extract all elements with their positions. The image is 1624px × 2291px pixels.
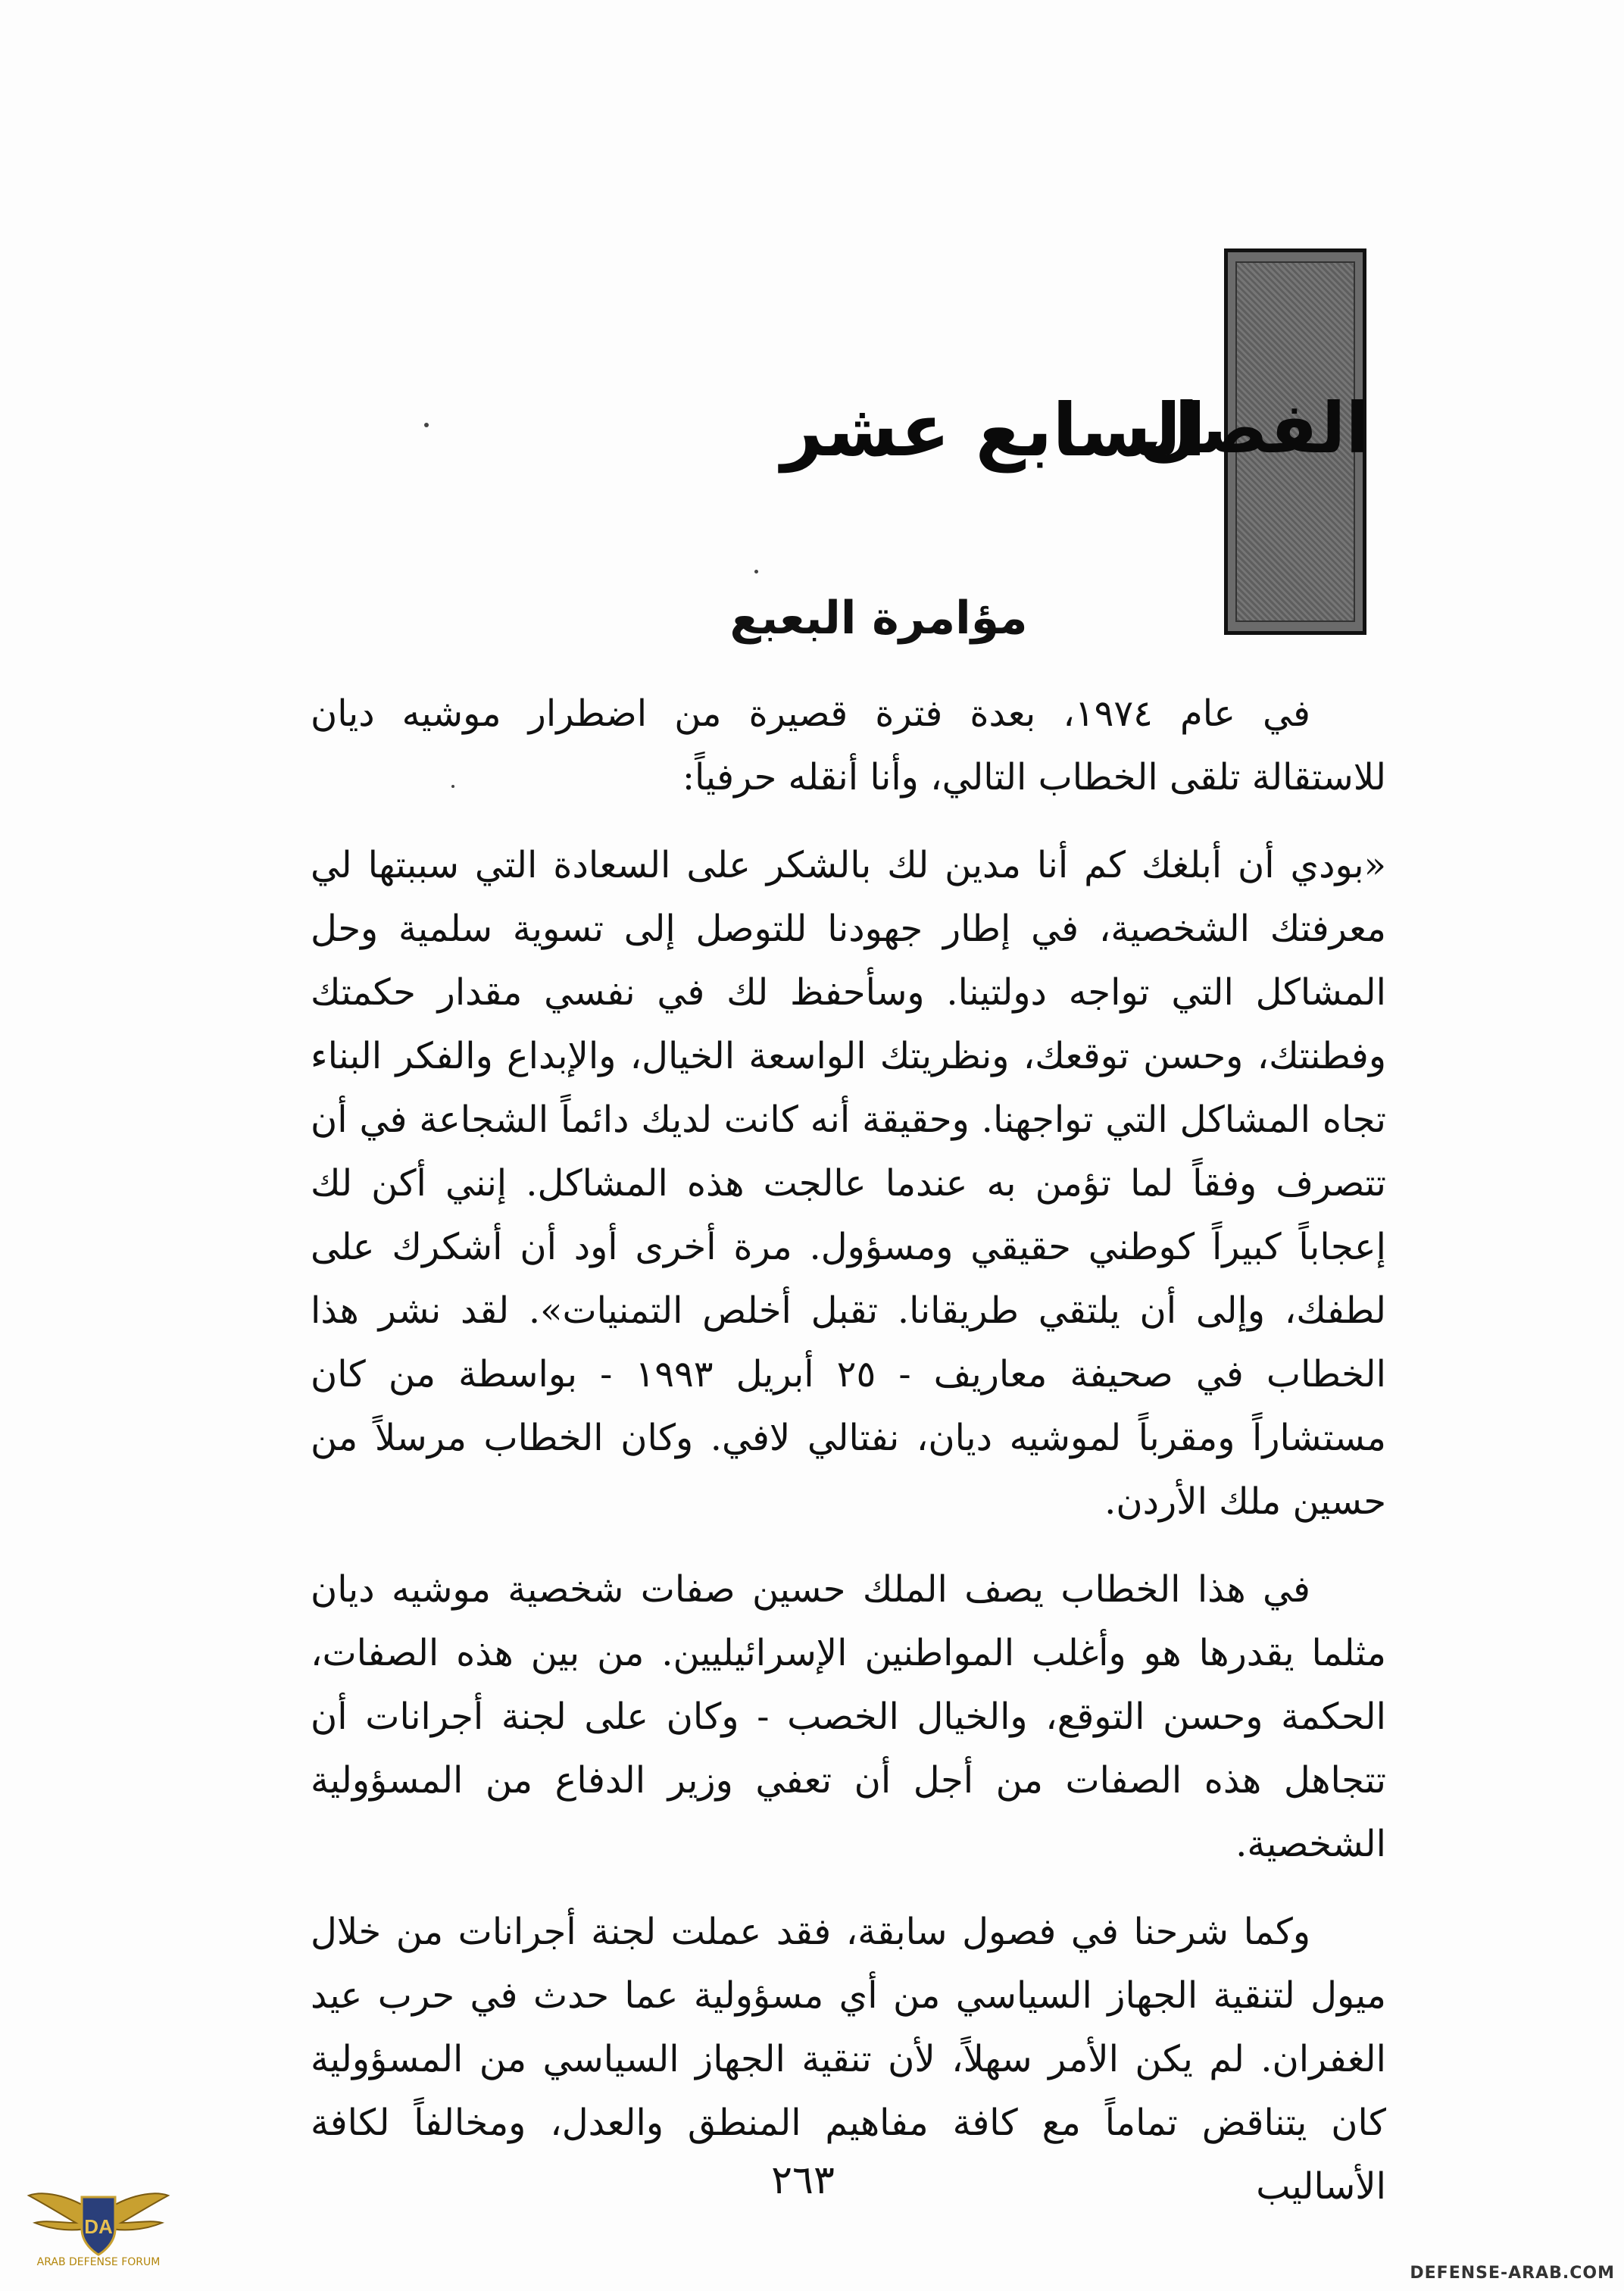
scan-speck [754,570,758,574]
watermark-label: ARAB DEFENSE FORUM [36,2256,161,2268]
paragraph-analysis: في هذا الخطاب يصف الملك حسين صفات شخصية موشيه ديان مثلما يقدرها هو وأغلب المواطنين الإسرائيليين. من بين هذه الصفات، الحكمة وحسن التوقع، والخيال الخصب - وكان على لجنة أجرانات أن تتجاهل هذه الصفات من أجل أن تعفي وزير الدفاع من المسؤولية الشخصية. [311,1568,1387,1865]
chapter-label: الفصل [1138,388,1369,469]
paragraph-quote: «بودي أن أبلغك كم أنا مدين لك بالشكر على السعادة التي سببتها لي معرفتك الشخصية، في إطار جهودنا للتوصل إلى تسوية سلمية وحل المشاكل التي تواجه دولتينا. وسأحفظ لك في نفسي مقدار حكمتك وفطنتك، وحسن توقعك، ونظريتك الواسعة الخيال، والإبداع والفكر البناء تجاه المشاكل التي تواجهنا. وحقيقة أنه كانت لديك دائماً الشجاعة في أن تتصرف وفقاً لما تؤمن به عندما عالجت هذه المشاكل. إنني أكن لك إعجاباً كبيراً كوطني حقيقي ومسؤول. مرة أخرى أود أن أشكرك على لطفك، وإلى أن يلتقي طريقانا. تقبل أخلص التمنيات». لقد نشر هذا الخطاب في صحيفة معاريف - ٢٥ أبريل ١٩٩٣ - بواسطة من كان مستشاراً ومقرباً لموشيه ديان، نفتالي لافي. وكان الخطاب مرسلاً من حسين ملك الأردن. [311,844,1387,1523]
watermark-url: DEFENSE-ARAB.COM [1410,2264,1615,2283]
page-number: ٢٦٣ [771,2158,835,2203]
watermark-logo-letters: DA [84,2215,113,2238]
chapter-title: مؤامرة البعبع [729,592,1028,645]
paragraph-continuation: وكما شرحنا في فصول سابقة، فقد عملت لجنة أجرانات من خلال ميول لتنقية الجهاز السياسي من أي مسؤولية عما حدث في حرب عيد الغفران. لم يكن الأمر سهلاً، لأن تنقية الجهاز السياسي من المسؤولية كان يتناقض تماماً مع كافة مفاهيم المنطق والعدل، ومخالفاً لكافة الأساليب [311,1911,1386,2208]
paragraph-intro: في عام ١٩٧٤، بعدة فترة قصيرة من اضطرار موشيه ديان للاستقالة تلقى الخطاب التالي، وأنا أنقله حرفياً: [311,692,1386,799]
scan-speck [424,423,429,427]
body-text [311,682,1386,2243]
chapter-number: السابع عشر [781,388,1206,473]
